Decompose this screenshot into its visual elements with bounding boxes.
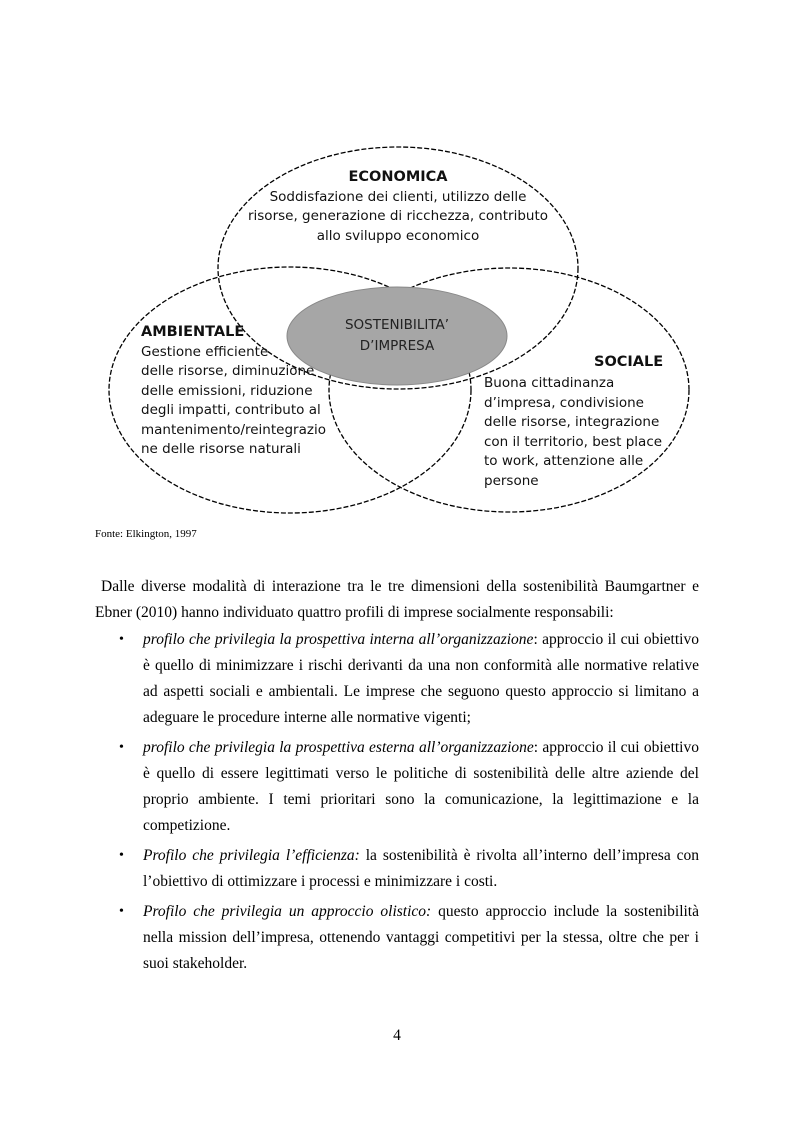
intro-paragraph: Dalle diverse modalità di interazione tra le tre dimensioni della sostenibilità Baumgartner e Ebner (2010) hanno individuato quattro profili di imprese socialmente responsabili:: [95, 578, 699, 621]
ambientale-line: delle risorse, diminuzione: [141, 363, 315, 379]
profile-name: Profilo che privilegia l’efficienza:: [143, 847, 360, 864]
list-item: [95, 735, 699, 839]
profile-description: : approccio il cui obiettivo è quello di minimizzare i rischi derivanti da una non conformità alle normative relative ad aspetti sociali e ambientali. Le imprese che seguono questo approccio si limitano a adeguare le procedure interne alle normative vigenti;: [143, 631, 699, 726]
sociale-title: SOCIALE: [594, 354, 664, 370]
ambientale-title: AMBIENTALE: [141, 324, 245, 340]
sociale-line: con il territorio, best place: [484, 433, 663, 450]
profiles-list: [95, 627, 699, 981]
ambientale-line: mantenimento/reintegrazio: [141, 421, 326, 438]
center-label-line: SOSTENIBILITA’: [344, 317, 450, 333]
list-item: [95, 627, 699, 731]
sociale-block: [484, 374, 679, 491]
profile-description: : approccio il cui obiettivo è quello di essere legittimati verso le politiche di sostenibilità delle altre aziende del proprio ambiente. I temi prioritari sono la comunicazione, la legittimazione e la competizione.: [143, 739, 699, 834]
profile-description: la sostenibilità è rivolta all’interno dell’impresa con l’obiettivo di ottimizzare i processi e minimizzare i costi.: [143, 847, 699, 890]
economica-line: allo sviluppo economico: [316, 227, 480, 244]
profile-name: profilo che privilegia la prospettiva esterna all’organizzazione: [143, 739, 534, 756]
profile-name: Profilo che privilegia un approccio olistico:: [143, 903, 432, 920]
bullet-icon: •: [119, 904, 124, 919]
sociale-line: d’impresa, condivisione: [484, 394, 644, 411]
sociale-line: Buona cittadinanza: [484, 375, 615, 391]
economica-title: ECONOMICA: [348, 169, 448, 185]
economica-block: [220, 168, 576, 246]
economica-line: Soddisfazione dei clienti, utilizzo delle: [269, 188, 527, 205]
ambientale-line: Gestione efficiente: [141, 343, 269, 360]
sociale-line: to work, attenzione alle: [484, 453, 644, 469]
bullet-icon: •: [119, 740, 124, 755]
list-item: [95, 899, 699, 977]
profile-name: profilo che privilegia la prospettiva interna all’organizzazione: [143, 631, 534, 648]
sociale-line: delle risorse, integrazione: [484, 414, 660, 430]
sustainability-venn-diagram: [0, 0, 794, 530]
center-label: [297, 315, 497, 357]
center-label-line: D’IMPRESA: [359, 338, 435, 354]
ambientale-line: delle emissioni, riduzione: [141, 382, 313, 399]
ambientale-line: degli impatti, contributo al: [141, 402, 321, 418]
bullet-icon: •: [119, 632, 124, 647]
profile-description: questo approccio include la sostenibilità nella mission dell’impresa, ottenendo vantaggi competitivi per la stessa, oltre che per i suoi stakeholder.: [143, 903, 699, 972]
ambientale-line: ne delle risorse naturali: [141, 441, 301, 457]
figure-caption: Fonte: Elkington, 1997: [95, 528, 197, 540]
page-number: 4: [393, 1027, 401, 1044]
economica-line: risorse, generazione di ricchezza, contributo: [247, 208, 549, 224]
bullet-icon: •: [119, 848, 124, 863]
sociale-line: persone: [484, 472, 539, 489]
list-item: [95, 843, 699, 895]
